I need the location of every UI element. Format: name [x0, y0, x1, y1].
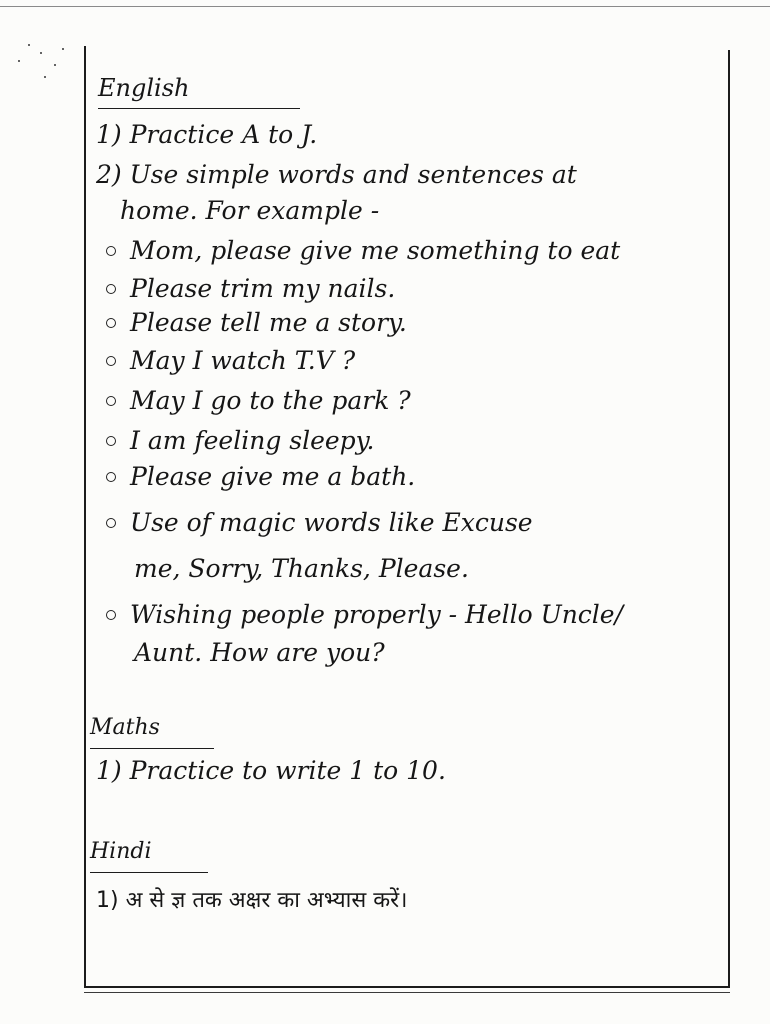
bullet-icon [106, 518, 116, 528]
bullet-text: Wishing people properly - Hello Uncle/ [130, 600, 624, 629]
list-item [106, 236, 620, 266]
english-item-1: 1) Practice A to J. [96, 120, 318, 149]
maths-item-1: 1) Practice to write 1 to 10. [96, 756, 446, 785]
bullet-text: Use of magic words like Excuse [130, 508, 533, 537]
bullet-icon [106, 318, 116, 328]
list-item-continuation: me, Sorry, Thanks, Please. [134, 554, 469, 583]
list-item [106, 346, 355, 376]
bullet-text: Mom, please give me something to eat [130, 236, 621, 265]
bullet-text: Please give me a bath. [130, 462, 416, 491]
list-item-continuation: Aunt. How are you? [134, 638, 385, 667]
list-item [106, 426, 374, 456]
ink-specks [14, 40, 74, 100]
hindi-heading: Hindi [90, 838, 208, 873]
list-item [106, 274, 395, 304]
bullet-text: I am feeling sleepy. [130, 426, 375, 455]
bullet-text: May I go to the park ? [130, 386, 411, 415]
bullet-icon [106, 436, 116, 446]
list-item [106, 462, 415, 492]
paper-top-edge [0, 6, 770, 7]
margin-border-bottom [84, 986, 730, 988]
bullet-text: Please tell me a story. [130, 308, 407, 337]
bullet-icon [106, 472, 116, 482]
bullet-icon [106, 284, 116, 294]
english-item-2-line-2: home. For example - [120, 196, 380, 225]
list-item [106, 308, 407, 338]
margin-border-right [728, 50, 730, 988]
english-item-2-line-1: 2) Use simple words and sentences at [96, 160, 577, 189]
english-heading: English [98, 74, 300, 109]
bullet-text: May I watch T.V ? [130, 346, 356, 375]
list-item [106, 508, 533, 538]
margin-border-bottom-inner [84, 992, 730, 993]
bullet-icon [106, 246, 116, 256]
bullet-icon [106, 356, 116, 366]
margin-border-left [84, 46, 86, 986]
bullet-icon [106, 396, 116, 406]
maths-heading: Maths [90, 714, 214, 749]
list-item [106, 600, 623, 630]
hindi-item-1: 1) अ से ज्ञ तक अक्षर का अभ्यास करें। [96, 888, 408, 913]
bullet-icon [106, 610, 116, 620]
bullet-text: Please trim my nails. [130, 274, 396, 303]
list-item [106, 386, 411, 416]
